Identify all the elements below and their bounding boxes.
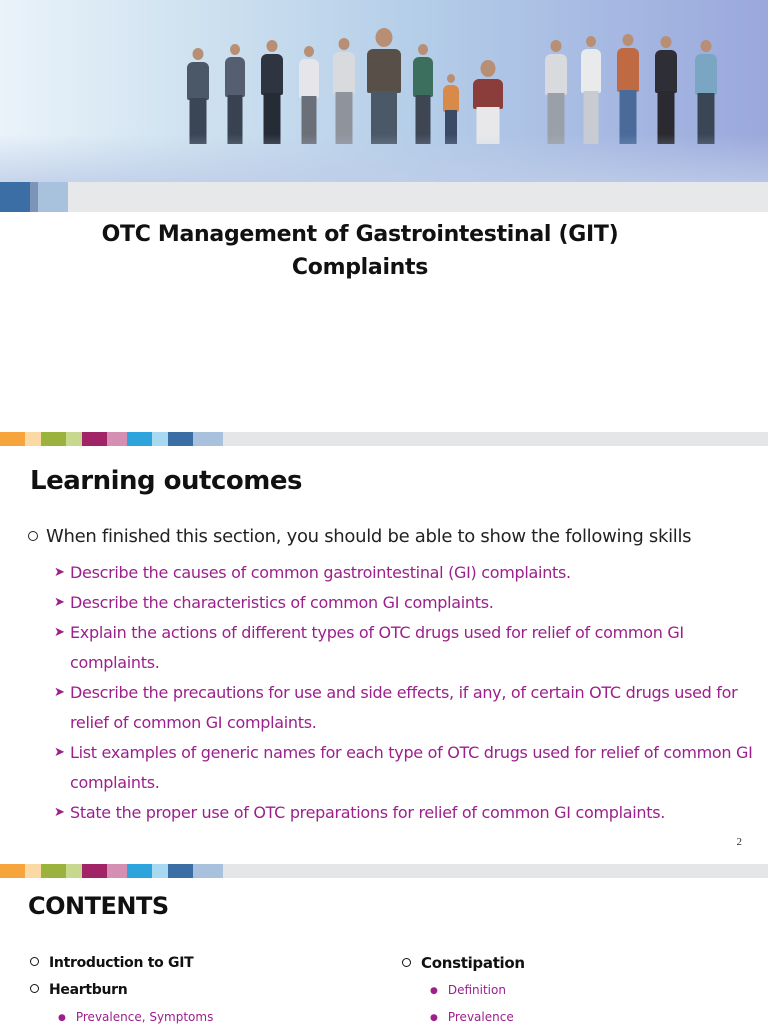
person-silhouette — [614, 34, 642, 144]
stripe-segment — [127, 864, 152, 878]
arrow-bullet-icon: ➤ — [54, 685, 65, 700]
title-slide-stripe — [0, 182, 768, 212]
intro-bullet — [28, 526, 691, 547]
hollow-circle-bullet-icon — [402, 958, 411, 967]
contents-subitem-label: Prevalence — [447, 1010, 514, 1024]
header-banner-image — [0, 0, 768, 182]
outcome-text: State the proper use of OTC preparations for relief of common GI complaints. — [70, 803, 666, 822]
slide-title-line-1: OTC Management of Gastrointestinal (GIT) — [101, 222, 619, 247]
contents-slide — [0, 878, 768, 1024]
hollow-circle-bullet-icon — [30, 984, 39, 993]
title-slide — [0, 0, 768, 432]
slide-heading: CONTENTS — [28, 892, 169, 920]
stripe-segment — [168, 432, 193, 446]
stripe-segment — [168, 864, 193, 878]
person-silhouette — [184, 48, 212, 144]
contents-subitem — [402, 1004, 525, 1024]
person-silhouette — [258, 40, 286, 144]
outcome-item — [54, 588, 754, 618]
arrow-bullet-icon: ➤ — [54, 805, 65, 820]
outcome-text: List examples of generic names for each type of OTC drugs used for relief of common GI complaints. — [70, 743, 753, 792]
contents-subitem-label: Prevalence, Symptoms — [75, 1010, 214, 1024]
person-silhouette — [364, 28, 404, 144]
stripe-segment — [152, 432, 168, 446]
hollow-circle-bullet-icon — [28, 531, 38, 541]
banner-floor-gradient — [0, 134, 768, 182]
stripe-segment — [82, 432, 107, 446]
outcome-text: Describe the causes of common gastrointestinal (GI) complaints. — [70, 563, 571, 582]
person-silhouette — [330, 38, 358, 144]
stripe-segment — [25, 864, 41, 878]
slide-title-line-2: Complaints — [291, 255, 429, 280]
contents-item-label: Constipation — [421, 954, 525, 972]
outcome-item — [54, 738, 754, 798]
stripe-segment — [25, 432, 41, 446]
outcomes-list — [54, 558, 754, 828]
contents-left-column — [30, 950, 213, 1024]
stripe-segment — [0, 864, 25, 878]
stripe-segment — [107, 864, 127, 878]
stripe-block — [0, 182, 30, 212]
contents-item — [30, 977, 213, 1004]
people-group-illustration — [170, 14, 750, 144]
stripe-segment — [127, 432, 152, 446]
stripe-segment — [152, 864, 168, 878]
stripe-segment — [107, 432, 127, 446]
contents-subitem — [30, 1004, 213, 1024]
outcome-item — [54, 558, 754, 588]
stripe-segment — [82, 864, 107, 878]
stripe-segment — [66, 432, 82, 446]
slide-divider-stripe — [0, 864, 768, 878]
contents-subitem — [402, 977, 525, 1004]
outcome-item — [54, 798, 754, 828]
contents-subitem-label: Definition — [447, 983, 506, 997]
outcome-text: Describe the characteristics of common GI complaints. — [70, 593, 494, 612]
learning-outcomes-slide — [0, 446, 768, 864]
contents-item-label: Introduction to GIT — [49, 955, 194, 971]
person-silhouette — [222, 44, 248, 144]
contents-item — [30, 950, 213, 977]
slide-divider-stripe — [0, 432, 768, 446]
slide-heading: Learning outcomes — [30, 466, 302, 496]
person-silhouette — [692, 40, 720, 144]
arrow-bullet-icon: ➤ — [54, 745, 65, 760]
stripe-segment — [41, 864, 66, 878]
stripe-block — [30, 182, 38, 212]
contents-item — [402, 950, 525, 977]
person-silhouette — [410, 44, 436, 144]
stripe-segment — [41, 432, 66, 446]
outcome-text: Explain the actions of different types of OTC drugs used for relief of common GI complaints. — [70, 623, 684, 672]
outcome-item — [54, 618, 754, 678]
outcome-item — [54, 678, 754, 738]
intro-text: When finished this section, you should be able to show the following skills — [46, 526, 692, 547]
contents-item-label: Heartburn — [49, 982, 128, 998]
contents-right-column — [402, 950, 525, 1024]
stripe-block — [38, 182, 68, 212]
dot-bullet-icon: ● — [430, 986, 438, 996]
slide-title — [60, 218, 660, 284]
person-silhouette — [578, 36, 604, 144]
person-silhouette — [542, 40, 570, 144]
page-number: 2 — [736, 836, 742, 848]
stripe-segment — [193, 432, 223, 446]
arrow-bullet-icon: ➤ — [54, 595, 65, 610]
stripe-segment — [0, 432, 25, 446]
dot-bullet-icon: ● — [58, 1013, 66, 1023]
person-silhouette — [296, 46, 322, 144]
person-silhouette — [470, 60, 506, 144]
stripe-segment — [66, 864, 82, 878]
outcome-text: Describe the precautions for use and side effects, if any, of certain OTC drugs used for relief of common GI complaints. — [70, 683, 738, 732]
stripe-segment — [193, 864, 223, 878]
hollow-circle-bullet-icon — [30, 957, 39, 966]
dot-bullet-icon: ● — [430, 1013, 438, 1023]
person-silhouette — [652, 36, 680, 144]
arrow-bullet-icon: ➤ — [54, 625, 65, 640]
arrow-bullet-icon: ➤ — [54, 565, 65, 580]
